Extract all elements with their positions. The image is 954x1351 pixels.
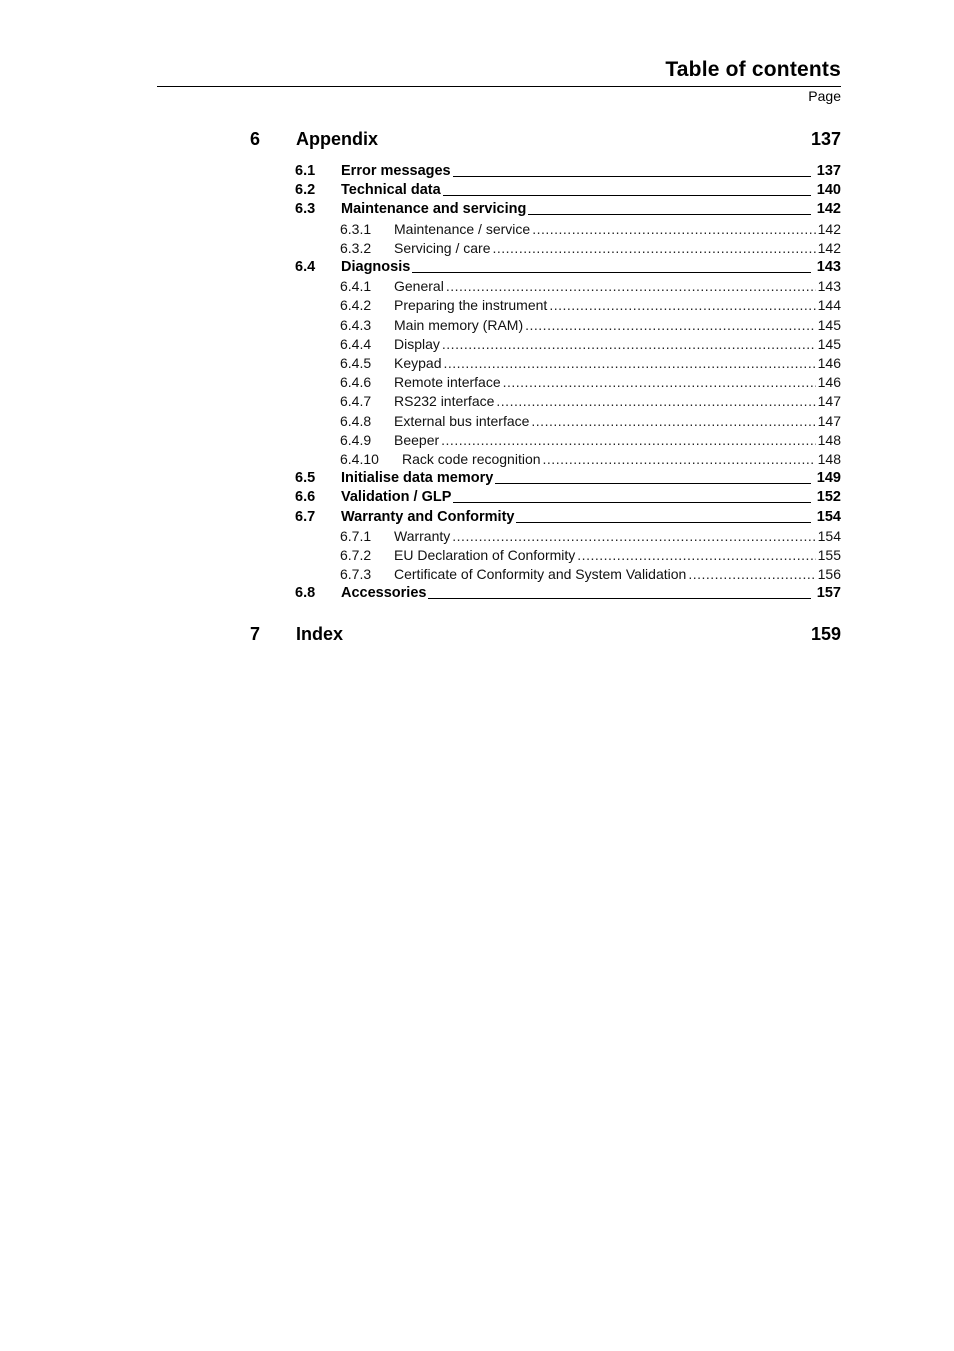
entry-title: Beeper	[394, 431, 440, 448]
toc-section-entry[interactable]	[295, 470, 841, 489]
entry-page-number: 156	[817, 566, 841, 583]
leader-line	[428, 597, 810, 599]
entry-number: 6.4.10	[340, 451, 379, 467]
entry-title: Maintenance and servicing	[341, 201, 527, 218]
entry-title: Warranty and Conformity	[341, 508, 515, 525]
entry-title: Maintenance / service	[394, 220, 531, 237]
entry-title: Warranty	[394, 527, 451, 544]
entry-number: 6.4.7	[340, 393, 372, 410]
toc-subsection-entry[interactable]	[295, 240, 841, 259]
toc-subsection-entry[interactable]	[295, 297, 841, 316]
chapter-page-number: 159	[810, 624, 841, 644]
chapter-heading[interactable]	[250, 129, 841, 153]
chapter-number: 6	[250, 129, 261, 149]
entry-number: 6.4.5	[340, 355, 372, 371]
leader-line	[453, 501, 810, 503]
entry-title: Diagnosis	[341, 259, 411, 275]
entry-title: Remote interface	[394, 374, 501, 391]
entry-page-number: 148	[817, 451, 841, 467]
toc-subsection-entry[interactable]	[295, 355, 841, 374]
toc-section-entry[interactable]	[295, 182, 841, 201]
entry-number: 6.5	[295, 470, 316, 487]
leader-line	[453, 175, 811, 177]
entry-number: 6.4.8	[340, 412, 372, 429]
entry-title: General	[394, 278, 444, 295]
entry-number: 6.3.1	[340, 220, 372, 237]
entry-title: Error messages	[341, 163, 451, 179]
toc-subsection-entry[interactable]	[295, 547, 841, 566]
leader-line	[443, 355, 815, 371]
toc-section-entry[interactable]	[295, 259, 841, 278]
entry-title: Initialise data memory	[341, 470, 494, 487]
entry-number: 6.7.1	[340, 527, 372, 544]
header-rule	[157, 86, 841, 87]
entry-title: Main memory (RAM)	[394, 316, 524, 333]
entry-page-number: 148	[817, 431, 841, 448]
leader-line	[412, 271, 811, 273]
entry-number: 6.4.3	[340, 316, 372, 333]
chapter-number: 7	[250, 624, 261, 644]
toc-subsection-entry[interactable]	[295, 528, 841, 547]
toc-subsection-entry[interactable]	[295, 566, 841, 585]
entry-page-number: 157	[816, 585, 841, 602]
leader-line	[441, 432, 815, 448]
toc-subsection-entry[interactable]	[295, 336, 841, 355]
entry-number: 6.4.1	[340, 278, 372, 295]
toc-section-entry[interactable]	[295, 201, 841, 220]
entry-page-number: 149	[816, 470, 841, 487]
entry-number: 6.3	[295, 201, 316, 218]
header-title: Table of contents	[665, 58, 841, 81]
entry-page-number: 147	[817, 412, 841, 429]
leader-line	[528, 213, 810, 215]
entry-page-number: 146	[817, 355, 841, 371]
entry-title: Keypad	[394, 355, 442, 371]
entry-title: RS232 interface	[394, 393, 495, 410]
entry-page-number: 140	[816, 182, 841, 199]
toc-subsection-entry[interactable]	[295, 393, 841, 412]
entry-page-number: 143	[817, 278, 841, 295]
entry-number: 6.4.6	[340, 374, 372, 391]
entry-number: 6.4.4	[340, 335, 372, 352]
entry-number: 6.1	[295, 163, 316, 179]
leader-line	[531, 413, 815, 429]
entry-title: Display	[394, 335, 440, 352]
entry-title: Certificate of Conformity and System Validation	[394, 566, 687, 583]
leader-line	[446, 278, 816, 294]
entry-number: 6.4.2	[340, 297, 372, 314]
entry-number: 6.4	[295, 259, 316, 275]
toc-section-entry[interactable]	[295, 163, 841, 182]
entry-title: EU Declaration of Conformity	[394, 547, 576, 563]
leader-line	[492, 240, 815, 256]
entry-page-number: 137	[816, 163, 841, 179]
toc-subsection-entry[interactable]	[295, 221, 841, 240]
entry-page-number: 142	[817, 220, 841, 237]
chapter-page-number: 137	[810, 129, 841, 149]
leader-line	[496, 393, 815, 409]
entry-page-number: 142	[817, 239, 841, 256]
entry-number: 6.3.2	[340, 239, 372, 256]
entry-number: 6.8	[295, 585, 316, 602]
chapter-title: Appendix	[296, 129, 379, 149]
page-column-label: Page	[808, 88, 841, 104]
toc-subsection-entry[interactable]	[295, 451, 841, 470]
toc-subsection-entry[interactable]	[295, 278, 841, 297]
entry-title: Servicing / care	[394, 239, 491, 256]
toc-subsection-entry[interactable]	[295, 432, 841, 451]
entry-title: Rack code recognition	[402, 451, 541, 467]
entry-page-number: 144	[817, 297, 841, 314]
entry-page-number: 142	[816, 201, 841, 218]
leader-line	[549, 297, 815, 313]
leader-line	[532, 221, 815, 237]
entry-title: Validation / GLP	[341, 489, 452, 506]
entry-number: 6.6	[295, 489, 316, 506]
leader-line	[443, 194, 811, 196]
toc-section-entry[interactable]	[295, 509, 841, 528]
leader-line	[543, 451, 816, 467]
toc-subsection-entry[interactable]	[295, 413, 841, 432]
entry-number: 6.2	[295, 182, 316, 199]
entry-page-number: 145	[817, 316, 841, 333]
entry-title: External bus interface	[394, 412, 530, 429]
entry-page-number: 143	[816, 259, 841, 275]
toc-section-entry[interactable]	[295, 585, 841, 604]
toc-section-entry[interactable]	[295, 489, 841, 508]
entry-number: 6.7.3	[340, 566, 372, 583]
leader-line	[495, 482, 810, 484]
entry-page-number: 146	[817, 374, 841, 391]
leader-line	[525, 317, 816, 333]
entry-number: 6.4.9	[340, 431, 372, 448]
entry-page-number: 154	[816, 508, 841, 525]
leader-line	[516, 521, 810, 523]
leader-line	[452, 528, 815, 544]
leader-line	[577, 547, 815, 563]
entry-page-number: 154	[817, 527, 841, 544]
leader-line	[503, 374, 816, 390]
entry-number: 6.7.2	[340, 547, 372, 563]
entry-title: Technical data	[341, 182, 441, 199]
entry-number: 6.7	[295, 508, 316, 525]
toc-subsection-entry[interactable]	[295, 317, 841, 336]
entry-page-number: 152	[816, 489, 841, 506]
chapter-title: Index	[296, 624, 344, 644]
leader-line	[442, 336, 816, 352]
toc-subsection-entry[interactable]	[295, 374, 841, 393]
entry-title: Preparing the instrument	[394, 297, 548, 314]
entry-title: Accessories	[341, 585, 427, 602]
chapter-heading[interactable]	[250, 624, 841, 648]
entry-page-number: 145	[817, 335, 841, 352]
leader-line	[688, 566, 815, 582]
entry-page-number: 147	[817, 393, 841, 410]
entry-page-number: 155	[817, 547, 841, 563]
